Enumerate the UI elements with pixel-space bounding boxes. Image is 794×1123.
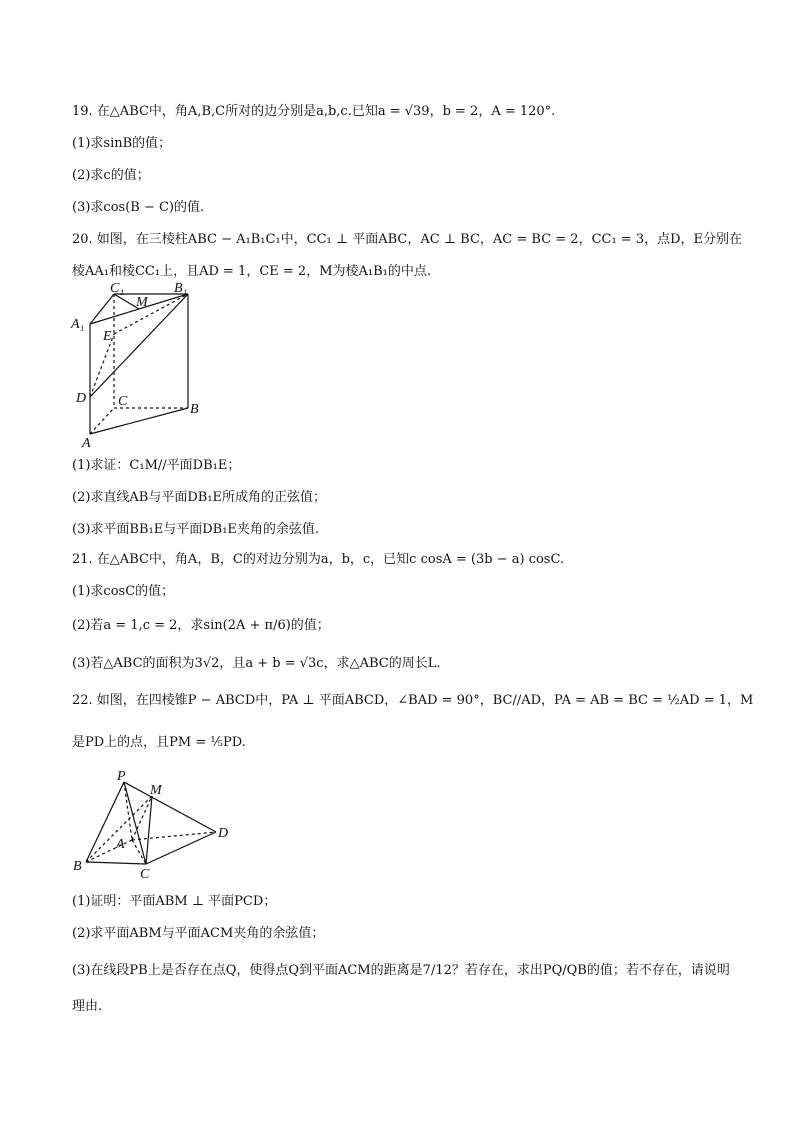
q20-part1: (1)求证：C₁M//平面DB₁E； <box>72 458 241 473</box>
label-D: D <box>76 391 87 406</box>
edge-AD-hidden <box>132 832 216 840</box>
q21-stem: 21. 在△ABC中，角A，B，C的对边分别为a，b，c，已知c cosA = (3b − a) cosC. <box>72 552 565 567</box>
q22-stem-line1: 22. 如图，在四棱锥P − ABCD中，PA ⊥ 平面ABCD，∠BAD = 90°，BC//AD，PA = AB = BC = ½AD = 1，M <box>72 693 754 708</box>
label-B1: B₁ <box>174 282 188 296</box>
label-D: D <box>218 826 229 841</box>
edge-CD <box>146 832 216 864</box>
pyramid-figure <box>70 766 240 881</box>
label-A: A <box>116 837 125 852</box>
edge-A1C1 <box>90 294 114 324</box>
q22-stem-line2: 是PD上的点，且PM = ⅕PD. <box>72 735 246 750</box>
q20-stem-line2: 棱AA₁和棱CC₁上，且AD = 1，CE = 2，M为棱A₁B₁的中点. <box>72 264 432 279</box>
segment-AC-hidden <box>132 840 146 864</box>
label-B: B <box>73 859 82 874</box>
edge-PA-hidden <box>124 782 132 840</box>
label-A: A <box>82 436 91 451</box>
edge-AB-hidden <box>86 840 132 862</box>
q19-part2: (2)求c的值； <box>72 168 150 183</box>
label-C: C <box>140 867 150 881</box>
label-M: M <box>136 295 148 310</box>
edge-AC-hidden <box>90 408 114 434</box>
q21-part2: (2)若a = 1,c = 2，求sin(2A + π/6)的值； <box>72 618 330 633</box>
q20-part2: (2)求直线AB与平面DB₁E所成角的正弦值； <box>72 490 327 505</box>
q22-part3-line1: (3)在线段PB上是否存在点Q，使得点Q到平面ACM的距离是7/12？若存在，求出PQ/QB的值；若不存在，请说明 <box>72 963 730 978</box>
label-P: P <box>117 769 126 784</box>
edge-AB <box>90 408 188 434</box>
segment-BM-hidden <box>86 796 152 862</box>
q22-part2: (2)求平面ABM与平面ACM夹角的余弦值； <box>72 926 325 941</box>
q22-part3-line2: 理由. <box>72 999 103 1014</box>
q22-part1: (1)证明：平面ABM ⊥ 平面PCD； <box>72 894 277 909</box>
label-A1: A₁ <box>71 317 85 332</box>
edge-PC <box>124 782 146 864</box>
q21-part1: (1)求cosC的值； <box>72 584 175 599</box>
prism-figure <box>70 282 210 452</box>
label-C: C <box>118 394 128 409</box>
q20-part3: (3)求平面BB₁E与平面DB₁E夹角的余弦值. <box>72 522 320 537</box>
q19-part1: (1)求sinB的值； <box>72 136 172 151</box>
label-E: E <box>103 329 112 344</box>
label-B: B <box>190 402 199 417</box>
edge-PD <box>124 782 216 832</box>
label-C1: C₁ <box>110 282 125 296</box>
q19-part3: (3)求cos(B − C)的值. <box>72 200 205 215</box>
edge-BC <box>86 862 146 864</box>
q21-part3: (3)若△ABC的面积为3√2，且a + b = √3c，求△ABC的周长L. <box>72 656 441 671</box>
q19-stem: 19. 在△ABC中，角A,B,C所对的边分别是a,b,c.已知a = √39，b = 2，A = 120°. <box>72 104 556 119</box>
label-M: M <box>150 783 162 798</box>
q20-stem-line1: 20. 如图，在三棱柱ABC − A₁B₁C₁中，CC₁ ⊥ 平面ABC，AC ⊥ BC，AC = BC = 2，CC₁ = 3，点D，E分别在 <box>72 232 743 247</box>
